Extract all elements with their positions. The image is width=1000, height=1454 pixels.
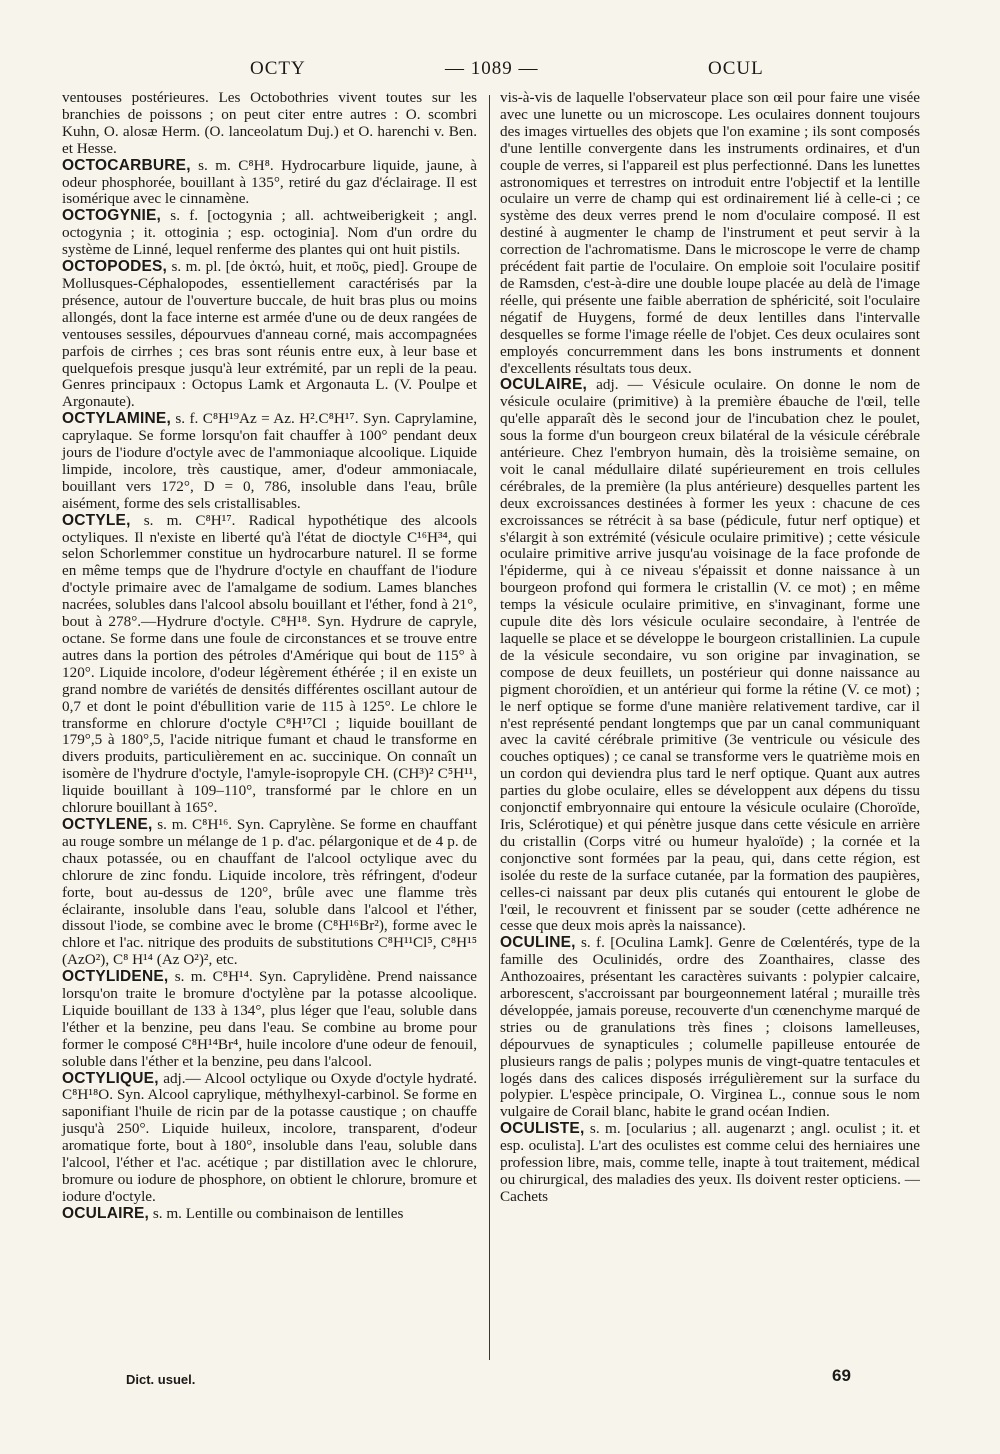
entry-headword: OCTYLAMINE,: [62, 410, 171, 428]
header-left-guideword: OCTY: [250, 58, 306, 79]
entry-headword: OCTOPODES,: [62, 258, 168, 276]
entry-text: s. m. [ocularius ; all. augenarzt ; angl. oculist ; it. et esp. oculista]. L'art des oculistes est comme celui des herniaires une profession libre, mais, comme telle, inapte à tout traitement, médical ou chirurgical, des maladies des yeux. Ils doivent rester opticiens. — Cachets: [500, 1120, 920, 1205]
dictionary-entry: [62, 259, 477, 411]
dictionary-entry: [62, 158, 477, 209]
entry-headword: OCTYLIQUE,: [62, 1069, 159, 1087]
entry-headword: OCULINE,: [500, 934, 576, 952]
entry-text: s. f. [octogynia ; all. achtweiberigkeit ; angl. octogynia ; it. ottoginia ; esp. octoginia]. Nom d'un ordre du système de Linné, lequel renferme des plantes qui ont huit pistils.: [62, 207, 477, 259]
entry-text: adj.— Alcool octylique ou Oxyde d'octyle hydraté. C⁸H¹⁸O. Syn. Alcool caprylique, méthylhexyl-carbinol. Se forme en saponifiant l'huile de ricin par de la potasse caustique ; on chauffe jusqu'à 250°. Liquide huileux, incolore, transparent, d'odeur aromatique forte, bout à 180°, insoluble dans l'eau, soluble dans l'alcool, l'éther et l'ac. acétique ; par distillation avec le chlorure, bromure ou iodure de phosphore, on obtient le chlorure, bromure et iodure d'octyle.: [62, 1069, 477, 1205]
entry-text: s. f. C⁸H¹⁹Az = Az. H².C⁸H¹⁷. Syn. Caprylamine, caprylaque. Se forme lorsqu'on fait chauffer à 100° pendant deux jours de l'iodure d'octyle avec de l'ammoniaque alcoolique. Liquide limpide, incolore, très caustique, amer, d'odeur ammoniacale, bouillant vers 172°, D = 0, 786, insoluble dans l'eau, brûle aisément, forme des sels cristallisables.: [62, 410, 477, 512]
entry-text: s. m. C⁸H¹⁶. Syn. Caprylène. Se forme en chauffant au rouge sombre un mélange de 1 p. d'ac. pélargonique et de 4 p. de chaux potassée, ou en chauffant de l'alcool octylique avec du chlorure de zinc fondu. Liquide incolore, très réfringent, d'odeur forte, bout au-dessus de 120°, brûle avec une flamme très éclairante, insoluble dans l'eau, soluble dans l'alcool et l'éther, dissout l'iode, se combine avec le brome (C⁸H¹⁶Br²), forme avec le chlore et l'ac. nitrique des produits de substitutions C⁸H¹¹Cl⁵, C⁸H¹⁵ (AzO²), C⁸ H¹⁴ (Az O²)², etc.: [62, 815, 477, 969]
page-number: — 1089 —: [445, 58, 539, 79]
entry-text: s. m. Lentille ou combinaison de lentilles: [149, 1204, 404, 1222]
entry-headword: OCTOGYNIE,: [62, 207, 162, 225]
dictionary-entry: [500, 1121, 920, 1206]
entry-headword: OCTYLENE,: [62, 815, 153, 833]
entry-headword: OCTYLE,: [62, 511, 131, 529]
dictionary-entry: [62, 513, 477, 817]
dictionary-entry: [62, 1206, 477, 1223]
dictionary-entry: [500, 935, 920, 1121]
entry-headword: OCTYLIDENE,: [62, 968, 169, 986]
entry-text: s. m. pl. [de ὀκτώ, huit, et ποῦς, pied]. Groupe de Mollusques-Céphalopodes, essentiellement caractérisés par la présence, autour de l'ouverture buccale, de huit bras plus ou moins allongés, dont la face interne est armée d'une ou de deux rangées de ventouses sessiles, dépourvues d'anneau corné, mais accompagnées parfois de cirrhes ; ces bras sont réunis entre eux, à leur base et quelquefois presque jusqu'à leur extrémité, par un repli de la peau. Genres principaux : Octopus Lamk et Argonauta L. (V. Poulpe et Argonaute).: [62, 258, 477, 411]
column-divider: [489, 95, 490, 1360]
dictionary-entry: [500, 377, 920, 935]
right-column: [500, 90, 920, 1206]
entry-text: vis-à-vis de laquelle l'observateur place son œil pour faire une visée avec une lunette ou un microscope. Les oculaires donnent toujours des images virtuelles des objets que l'on examine ; ils sont composés d'une lentille convergente dans les instruments ordinaires, et d'un couple de verres, si l'appareil est plus perfectionné. Dans les lunettes astronomiques et terrestres on introduit entre l'objectif et la lentille oculaire un verre de champ qui est ordinairement lié à celle-ci ; ce système des deux verres prend le nom d'oculaire composé. Il est destiné à augmenter le champ de l'instrument et peut servir à la correction de l'achromatisme. Dans le microscope le verre de champ précédent fait partie de l'oculaire. On emploie soit l'oculaire positif de Ramsden, c'est-à-dire une double loupe placée au delà de l'image réelle, qui présente une faible aberration de sphéricité, soit l'oculaire négatif de Huygens, formé de deux lentilles dans l'intervalle desquelles se forme l'image réelle de l'objet. Ces deux oculaires sont employés concurremment dans les bons instruments et donnent d'excellents résultats tous deux.: [500, 89, 920, 377]
dictionary-entry: [62, 208, 477, 259]
header-right-guideword: OCUL: [708, 58, 764, 79]
entry-headword: OCULAIRE,: [500, 376, 588, 394]
entry-text: s. f. [Oculina Lamk]. Genre de Cœlentérés, type de la famille des Oculinidés, ordre des Zoanthaires, classe des Anthozoaires, présentant les caractères suivants : polypier calcaire, arborescent, s'accroissant par bourgeonnement latéral ; muraille très développée, jamais poreuse, recouverte d'un cœnenchyme marqué de stries ou de granulations très fines ; cloisons lamelleuses, dépourvues de synapticules ; columelle papilleuse entourée de plusieurs rangs de palis ; polypes munis de vingt-quatre tentacules et logés dans des calices disposés irrégulièrement sur la surface du polypier. L'espèce principale, O. Virginea L., connue sous le nom vulgaire de Corail blanc, habite le grand océan Indien.: [500, 934, 920, 1121]
entry-text: ventouses postérieures. Les Octobothries vivent toutes sur les branchies de poissons ; on peut citer entre autres : O. scombri Kuhn, O. alosæ Herm. (O. lanceolatum Duj.) et O. harenchi v. Ben. et Hesse.: [62, 89, 477, 157]
dictionary-entry: [62, 411, 477, 512]
page-header: [60, 58, 938, 82]
entry-headword: OCTOCARBURE,: [62, 156, 191, 174]
entry-text: s. m. C⁸H¹⁴. Syn. Caprylidène. Prend naissance lorsqu'on traite le bromure d'octylène par la potasse alcoolique. Liquide bouillant de 133 à 134°, plus léger que l'eau, soluble dans l'éther et la benzine, peu dans l'eau. Se combine au brome pour former le composé C⁸H¹⁴Br⁴, huile incolore d'une odeur de fenouil, soluble dans l'éther et la benzine, peu dans l'alcool.: [62, 968, 477, 1070]
dictionary-entry: [62, 1071, 477, 1206]
dictionary-entry: [62, 90, 477, 158]
entry-headword: OCULAIRE,: [62, 1204, 150, 1222]
entry-headword: OCULISTE,: [500, 1120, 585, 1138]
dictionary-entry: [500, 90, 920, 377]
dictionary-entry: [62, 969, 477, 1070]
dictionary-entry: [62, 817, 477, 969]
footer-signature: Dict. usuel.: [126, 1372, 196, 1387]
left-column: [62, 90, 477, 1223]
entry-text: s. m. C⁸H¹⁷. Radical hypothétique des alcools octyliques. Il n'existe en liberté qu'à l'état de dioctyle C¹⁶H³⁴, qui selon Schorlemmer constitue un hydrocarbure naturel. Il se forme en même temps que de l'hydrure d'octyle en chauffant de l'iodure d'octyle primaire avec de l'amalgame de sodium. Lames blanches nacrées, solubles dans l'alcool absolu bouillant et l'éther, fond à 21°, bout à 278°.—Hydrure d'octyle. C⁸H¹⁸. Syn. Hydrure de capryle, octane. Se forme dans une foule de circonstances et se trouve entre autres dans la portion des pétroles d'Amérique qui bout de 115° à 120°. Liquide incolore, d'odeur légèrement éthérée ; il en existe un grand nombre de variétés de densités différentes oscillant autour de 0,7 et dont le point d'ébullition varie de 115 à 125°. Le chlore le transforme en chlorure d'octyle C⁸H¹⁷Cl ; liquide bouillant de 179°,5 à 180°,5, l'acide nitrique fumant et chaud le transforme en divers produits, particulièrement en ac. succinique. On connaît un isomère de l'hydrure d'octyle, l'amyle-isopropyle CH. (CH³)² C⁵H¹¹, liquide bouillant à 109–110°, transformé par le chlore en un chlorure bouillant à 165°.: [62, 511, 477, 817]
entry-text: s. m. C⁸H⁸. Hydrocarbure liquide, jaune, à odeur phosphorée, bouillant à 135°, retiré du gaz d'éclairage. Il est isomérique avec le cinnamène.: [62, 156, 477, 208]
footer-sheet-number: 69: [832, 1366, 851, 1385]
entry-text: adj. — Vésicule oculaire. On donne le nom de vésicule oculaire (primitive) à la première ébauche de l'œil, telle qu'elle apparaît dès le second jour de l'incubation chez le poulet, sous la forme d'un bourgeon creux bilatéral de la vésicule cérébrale antérieure. Chez l'embryon humain, dès la troisième semaine, on voit le canal médullaire dilaté supérieurement en trois cellules cérébrales, de la première (la plus antérieure) desquelles partent les deux excroissances destinées à former les yeux : chacune de ces excroissances se rétrécit à sa base (pédicule, futur nerf optique) et s'élargit à son extrémité (vésicule oculaire primitive) ; cette vésicule oculaire primitive arrive jusqu'au voisinage de la face profonde de l'épiderme, qui à ce niveau s'épaissit et donne naissance à un bourgeon profond qui formera le cristallin (V. ce mot) ; en même temps la vésicule oculaire primitive, en s'invaginant, forme une cupule dite dès lors vésicule oculaire secondaire, à l'entrée de laquelle se place et se développe le bourgeon cristallinien. La cupule de la vésicule secondaire, vu son origine par invagination, se compose de deux feuillets, un postérieur qui donne naissance au pigment choroïdien, et un antérieur qui forme la rétine (V. ce mot) ; le nerf optique se forme d'une manière relativement tardive, car il n'est représenté pendant longtemps que par un canal communiquant avec la cavité cérébrale primitive (3e ventricule ou vésicule des couches optiques) ; ce canal se transforme vers le quatrième mois en un cordon qui deviendra plus tard le nerf optique. Quant aux autres parties du globe oculaire, elles se développent aux dépens du tissu conjonctif embryonnaire qui entoure la vésicule oculaire (Choroïde, Iris, Sclérotique) et qui pénètre jusque dans cette vésicule en arrière du cristallin (Corps vitré ou humeur hyaloïde) ; la cornée et la conjonctive sont formées par la peau, qui, dans cette région, est isolée du reste de la surface cutanée, par la formation des paupières, celles-ci naissant par deux plis cutanés qui entourent le globe de l'œil, le recouvrent et finissent par se souder (cette adhérence ne cesse que deux mois après la naissance).: [500, 376, 920, 935]
